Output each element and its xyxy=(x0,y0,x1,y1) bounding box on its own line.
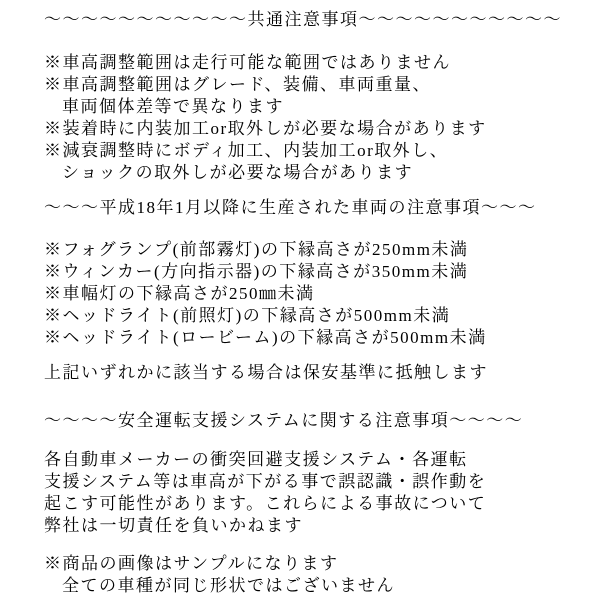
common-notes-block xyxy=(44,52,594,184)
paragraph-line: 各自動車メーカーの衝突回避支援システム・各運転 xyxy=(44,450,468,469)
notice-line: ※ヘッドライト(前照灯)の下縁高さが500mm未満 xyxy=(44,306,451,325)
notice-line: ※装着時に内装加工or取外しが必要な場合があります xyxy=(44,119,487,138)
heisei18-notes-heading: ～～～平成18年1月以降に生産された車両の注意事項～～～ xyxy=(44,198,537,217)
paragraph-line: 弊社は一切責任を負いかねます xyxy=(44,516,303,535)
paragraph-line: 起こす可能性があります。これらによる事故について xyxy=(44,494,487,513)
notice-line: ※フォグランプ(前部霧灯)の下縁高さが250mm未満 xyxy=(44,240,469,259)
notice-line-continuation: 全ての車種が同じ形状ではございません xyxy=(62,576,395,595)
safety-system-paragraph xyxy=(44,449,594,537)
notice-line: ※車高調整範囲は走行可能な範囲ではありません xyxy=(44,53,451,72)
common-notes-heading: ～～～～～～～～～～～共通注意事項～～～～～～～～～～～ xyxy=(44,10,562,29)
safety-standard-summary: 上記いずれかに該当する場合は保安基準に抵触します xyxy=(44,363,488,382)
notice-line-continuation: 車両個体差等で異なります xyxy=(62,97,284,116)
notice-line-continuation: ショックの取外しが必要な場合があります xyxy=(62,163,414,182)
safety-system-heading: ～～～～安全運転支援システムに関する注意事項～～～～ xyxy=(44,411,524,430)
notice-line: ※減衰調整時にボディ加工、内装加工or取外し、 xyxy=(44,141,449,160)
notice-line: ※車幅灯の下縁高さが250㎜未満 xyxy=(44,284,315,303)
heisei18-notes-block xyxy=(44,239,594,349)
notice-line: ※商品の画像はサンプルになります xyxy=(44,554,339,573)
sample-image-notes-block xyxy=(44,553,594,597)
paragraph-line: 支援システム等は車高が下がる事で誤認識・誤作動を xyxy=(44,472,487,491)
notice-line: ※ウィンカー(方向指示器)の下縁高さが350mm未満 xyxy=(44,262,469,281)
notice-line: ※車高調整範囲はグレード、装備、車両重量、 xyxy=(44,75,431,94)
notice-line: ※ヘッドライト(ロービーム)の下縁高さが500mm未満 xyxy=(44,328,487,347)
